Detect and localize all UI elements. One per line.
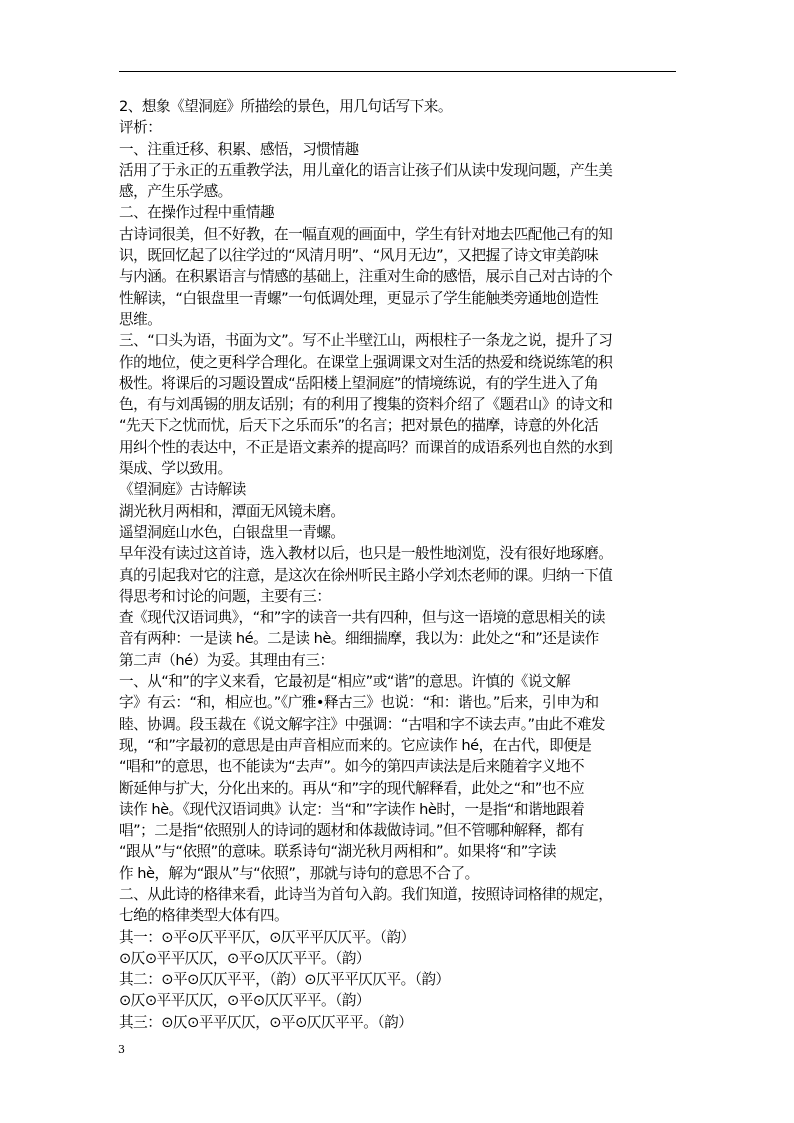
text-line: 音有两种：一是读 hé。二是读 hè。细细揣摩，我以为：此处之“和”还是读作	[119, 630, 599, 648]
text-line: “跟从”与“依照”的意味。联系诗句“湖光秋月两相和”。如果将“和”字读	[119, 843, 557, 861]
text-line: 古诗词很美，但不好教，在一幅直观的画面中，学生有针对地去匹配他己有的知	[119, 225, 613, 243]
text-line: 早年没有读过这首诗，选入教材以后，也只是一般性地浏览，没有很好地琢磨。	[119, 545, 613, 563]
text-line: 用纠个性的表达中，不正是语文素养的提高吗？而课首的成语系列也自然的水到	[119, 438, 613, 456]
text-line: “先天下之忧而忧，后天下之乐而乐”的名言；把对景色的描摩，诗意的外化活	[119, 417, 599, 435]
text-line: 思维。	[119, 310, 162, 328]
header-rule	[119, 71, 676, 72]
section-heading: 二、在操作过程中重情趣	[119, 204, 275, 222]
text-line: 睦、协调。段玉裁在《说文解字注》中强调：“古唱和字不读去声。”由此不难发	[119, 715, 606, 733]
text-line: 极性。将课后的习题设置成“岳阳楼上望洞庭”的情境练说，有的学生进入了角	[119, 374, 599, 392]
section-heading: 三、“口头为语，书面为文”。写不止半壁江山，两根柱子一条龙之说，提升了习	[119, 332, 613, 350]
text-line: 评析：	[119, 119, 162, 137]
text-line: 一、从“和”的字义来看，它最初是“相应”或“谐”的意思。许慎的《说文解	[119, 673, 571, 691]
text-line: 与内涵。在积累语言与情感的基础上，注重对生命的感悟，展示自己对古诗的个	[119, 268, 613, 286]
text-line: 现，“和”字最初的意思是由声音相应而来的。它应读作 hé，在古代，即便是	[119, 736, 592, 754]
meter-pattern-line: 其二：⊙平⊙仄仄平平，（韵）⊙仄平平仄仄平。（韵）	[119, 971, 450, 989]
meter-pattern-line: 其一：⊙平⊙仄平平仄，⊙仄平平仄仄平。（韵）	[119, 928, 415, 946]
text-line: 作的地位，使之更科学合理化。在课堂上强调课文对生活的热爱和绕说练笔的积	[119, 353, 613, 371]
text-line: 感，产生乐学感。	[119, 183, 232, 201]
text-line: 断延伸与扩大，分化出来的。再从“和”字的现代解释看，此处之“和”也不应	[119, 779, 585, 797]
meter-pattern-line: 其三：⊙仄⊙平平仄仄，⊙平⊙仄仄平平。（韵）	[119, 1013, 413, 1031]
poem-title: 《望洞庭》古诗解读	[119, 481, 246, 499]
text-line: 读作 hè。《现代汉语词典》认定：当“和”字读作 hè时，一是指“和谐地跟着	[119, 800, 585, 818]
text-line: 得思考和讨论的问题，主要有三：	[119, 587, 331, 605]
text-line: 真的引起我对它的注意，是这次在徐州听民主路小学刘杰老师的课。归纳一下值	[119, 566, 613, 584]
text-line: 七绝的格律类型大体有四。	[119, 907, 289, 925]
text-line: 二、从此诗的格律来看，此诗当为首句入韵。我们知道，按照诗词格律的规定，	[119, 885, 613, 903]
document-body	[119, 96, 681, 1033]
text-line: 作 hè，解为“跟从”与“依照”，那就与诗句的意思不合了。	[119, 864, 479, 882]
text-line: 字》有云：“和，相应也。”《广雅•释古三》也说：“和：谐也。”后来，引申为和	[119, 694, 599, 712]
text-line: 渠成、学以致用。	[119, 460, 232, 478]
poem-line: 湖光秋月两相和，潭面无风镜未磨。	[119, 502, 345, 520]
poem-line: 遥望洞庭山水色，白银盘里一青螺。	[119, 523, 345, 541]
text-line: 识，既回忆起了以往学过的“风清月明”、“风月无边”，又把握了诗文审美韵味	[119, 247, 599, 265]
meter-pattern-line: ⊙仄⊙平平仄仄，⊙平⊙仄仄平平。（韵）	[119, 992, 371, 1010]
text-line: 2、想象《望洞庭》所描绘的景色，用几句话写下来。	[119, 98, 452, 115]
text-line: “唱和”的意思，也不能读为“去声”。如今的第四声读法是后来随着字义地不	[119, 758, 585, 776]
text-line: 查《现代汉语词典》，“和”字的读音一共有四种，但与这一语境的意思相关的读	[119, 609, 606, 627]
text-line: 唱”；二是指“依照别人的诗词的题材和体裁做诗词。”但不管哪种解释，都有	[119, 822, 584, 840]
meter-pattern-line: ⊙仄⊙平平仄仄，⊙平⊙仄仄平平。（韵）	[119, 949, 371, 967]
text-line: 活用了于永正的五重教学法，用儿童化的语言让孩子们从读中发现问题，产生美	[119, 161, 613, 179]
page-number: 3	[118, 1043, 125, 1056]
section-heading: 一、注重迁移、积累、感悟，习惯情趣	[119, 140, 359, 158]
text-line: 性解读，“白银盘里一青螺”一句低调处理，更显示了学生能触类旁通地创造性	[119, 289, 599, 307]
text-line: 色，有与刘禹锡的朋友话别；有的利用了搜集的资料介绍了《题君山》的诗文和	[119, 396, 613, 414]
text-line: 第二声（hé）为妥。其理由有三：	[119, 651, 334, 669]
